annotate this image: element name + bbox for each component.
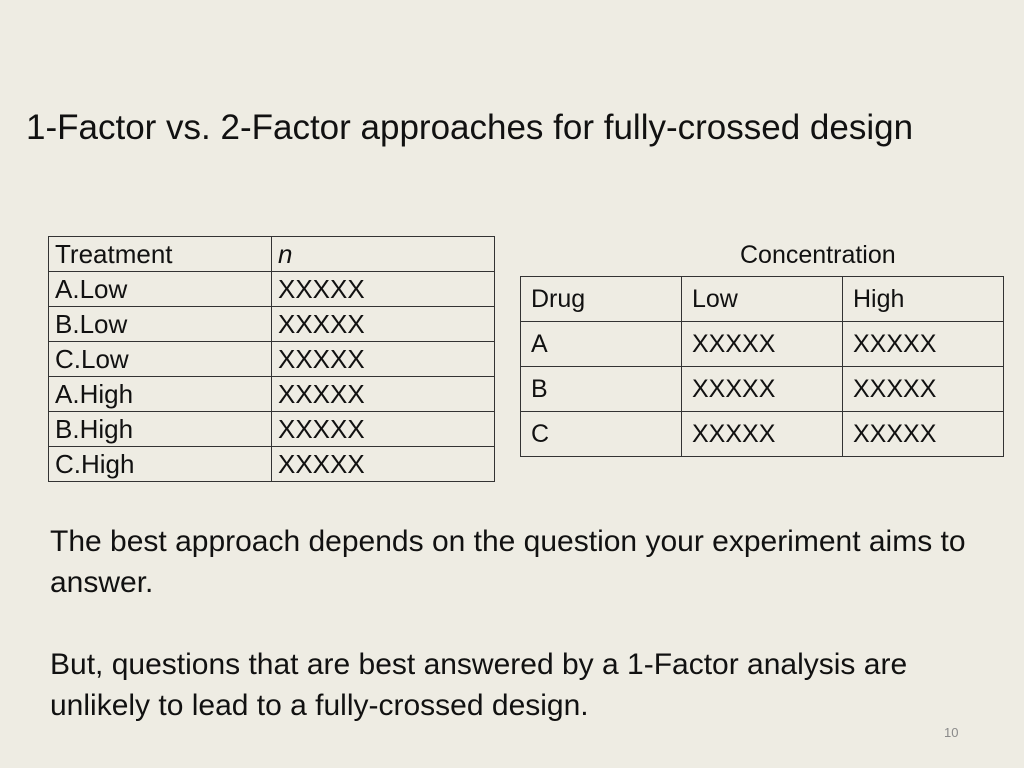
n-cell: XXXXX bbox=[272, 377, 495, 412]
high-cell: XXXXX bbox=[843, 412, 1004, 457]
table-row bbox=[49, 412, 495, 447]
n-cell: XXXXX bbox=[272, 447, 495, 482]
low-cell: XXXXX bbox=[682, 412, 843, 457]
body-paragraph-questions: But, questions that are best answered by a 1-Factor analysis are unlikely to lead to a fully-crossed design. bbox=[50, 648, 908, 722]
table-row bbox=[521, 412, 1004, 457]
header-cell-n: n bbox=[272, 237, 495, 272]
treatment-cell: A.Low bbox=[49, 272, 272, 307]
treatment-cell: B.Low bbox=[49, 307, 272, 342]
n-cell: XXXXX bbox=[272, 307, 495, 342]
treatment-cell: C.Low bbox=[49, 342, 272, 377]
n-cell: XXXXX bbox=[272, 272, 495, 307]
page-number: 10 bbox=[944, 725, 959, 740]
one-factor-table bbox=[48, 236, 495, 482]
table-row bbox=[521, 322, 1004, 367]
n-cell: XXXXX bbox=[272, 412, 495, 447]
treatment-cell: B.High bbox=[49, 412, 272, 447]
slide-title: 1-Factor vs. 2-Factor approaches for fully-crossed design bbox=[26, 108, 914, 147]
header-cell-low: Low bbox=[682, 277, 843, 322]
treatment-cell: C.High bbox=[49, 447, 272, 482]
low-cell: XXXXX bbox=[682, 367, 843, 412]
table-header-row bbox=[521, 277, 1004, 322]
table-row bbox=[49, 342, 495, 377]
concentration-label: Concentration bbox=[740, 241, 896, 269]
header-cell-high: High bbox=[843, 277, 1004, 322]
table-header-row bbox=[49, 237, 495, 272]
table-row bbox=[49, 307, 495, 342]
two-factor-table bbox=[520, 276, 1004, 457]
n-cell: XXXXX bbox=[272, 342, 495, 377]
drug-cell: B bbox=[521, 367, 682, 412]
drug-cell: A bbox=[521, 322, 682, 367]
table-row bbox=[49, 272, 495, 307]
header-cell-drug: Drug bbox=[521, 277, 682, 322]
high-cell: XXXXX bbox=[843, 322, 1004, 367]
high-cell: XXXXX bbox=[843, 367, 1004, 412]
body-paragraph-approach: The best approach depends on the question your experiment aims to answer. bbox=[50, 525, 966, 599]
drug-cell: C bbox=[521, 412, 682, 457]
table-row bbox=[49, 447, 495, 482]
header-cell-treatment: Treatment bbox=[49, 237, 272, 272]
treatment-cell: A.High bbox=[49, 377, 272, 412]
low-cell: XXXXX bbox=[682, 322, 843, 367]
table-row bbox=[49, 377, 495, 412]
table-row bbox=[521, 367, 1004, 412]
